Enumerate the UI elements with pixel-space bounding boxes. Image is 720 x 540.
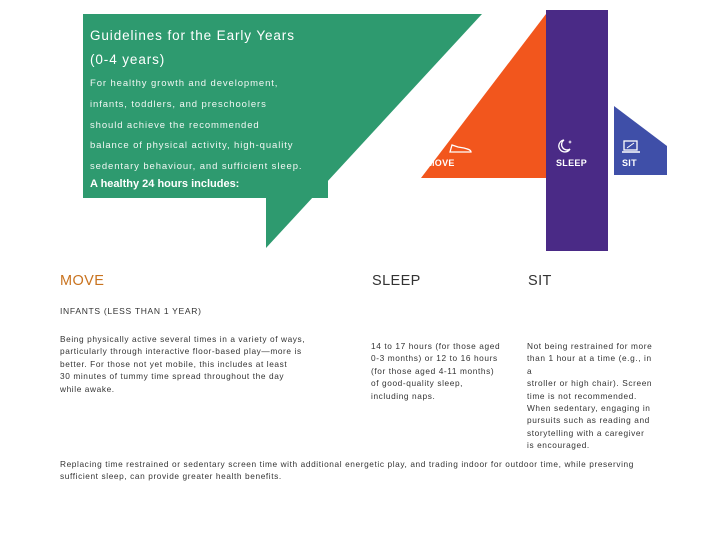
purple-bar [546,10,608,251]
sleep-heading: SLEEP [372,273,421,289]
move-heading: MOVE [60,273,105,289]
text-line: including naps. [371,390,436,401]
text-line: 14 to 17 hours (for those aged [371,341,501,351]
intro-panel [83,14,328,198]
text-line: storytelling with a caregiver [527,427,645,438]
text-line: When sedentary, engaging in [527,403,651,414]
sleep-segment-label: SLEEP [556,158,588,168]
panel-title-line2: (0-4 years) [90,52,166,67]
text-line: pursuits such as reading and [527,415,650,426]
text-line: a [527,365,533,376]
text-line: is encouraged. [527,440,590,451]
panel-body-line: For healthy growth and development, [90,78,279,89]
text-line: 30 minutes of tummy time spread throughout the day [60,371,285,382]
guideline-graphic [0,0,720,260]
text-line: while awake. [60,383,115,394]
text-line: Being physically active several times in a variety of ways, [60,334,306,344]
infants-label: INFANTS (LESS THAN 1 YEAR) [60,306,202,316]
text-line: 0-3 months) or 12 to 16 hours [371,353,498,364]
laptop-icon [621,140,641,154]
move-segment-label: MOVE [427,158,455,168]
panel-body-line: sedentary behaviour, and sufficient sleep. [90,161,303,172]
sit-heading: SIT [528,273,552,289]
text-line: than 1 hour at a time (e.g., in [527,353,652,364]
panel-body-line: should achieve the recommended [90,120,260,131]
text-line: particularly through interactive floor-based play—more is [60,346,302,357]
panel-subheading: A healthy 24 hours includes: [90,178,240,190]
text-line: stroller or high chair). Screen [527,378,653,389]
footer-note: Replacing time restrained or sedentary screen time with additional energetic play, and trading indoor for outdoor time, while preserving sufficient sleep, can provide greater health benefits. [60,459,634,482]
text-line: time is not recommended. [527,390,637,401]
text-line: Not being restrained for more [527,341,653,351]
text-line: (for those aged 4-11 months) [371,365,495,376]
moon-star-icon [556,138,574,154]
sit-description [527,340,687,452]
text-line: better. For those not yet mobile, this includes at least [60,358,288,369]
heart-shoe-icon [426,140,474,156]
sit-segment-label: SIT [622,158,637,168]
sleep-description [371,340,521,402]
panel-body-line: infants, toddlers, and preschoolers [90,99,267,110]
text-line: of good-quality sleep, [371,378,464,389]
panel-title-line1: Guidelines for the Early Years [90,28,295,43]
panel-body-line: balance of physical activity, high-quality [90,140,294,151]
move-description [60,333,350,395]
